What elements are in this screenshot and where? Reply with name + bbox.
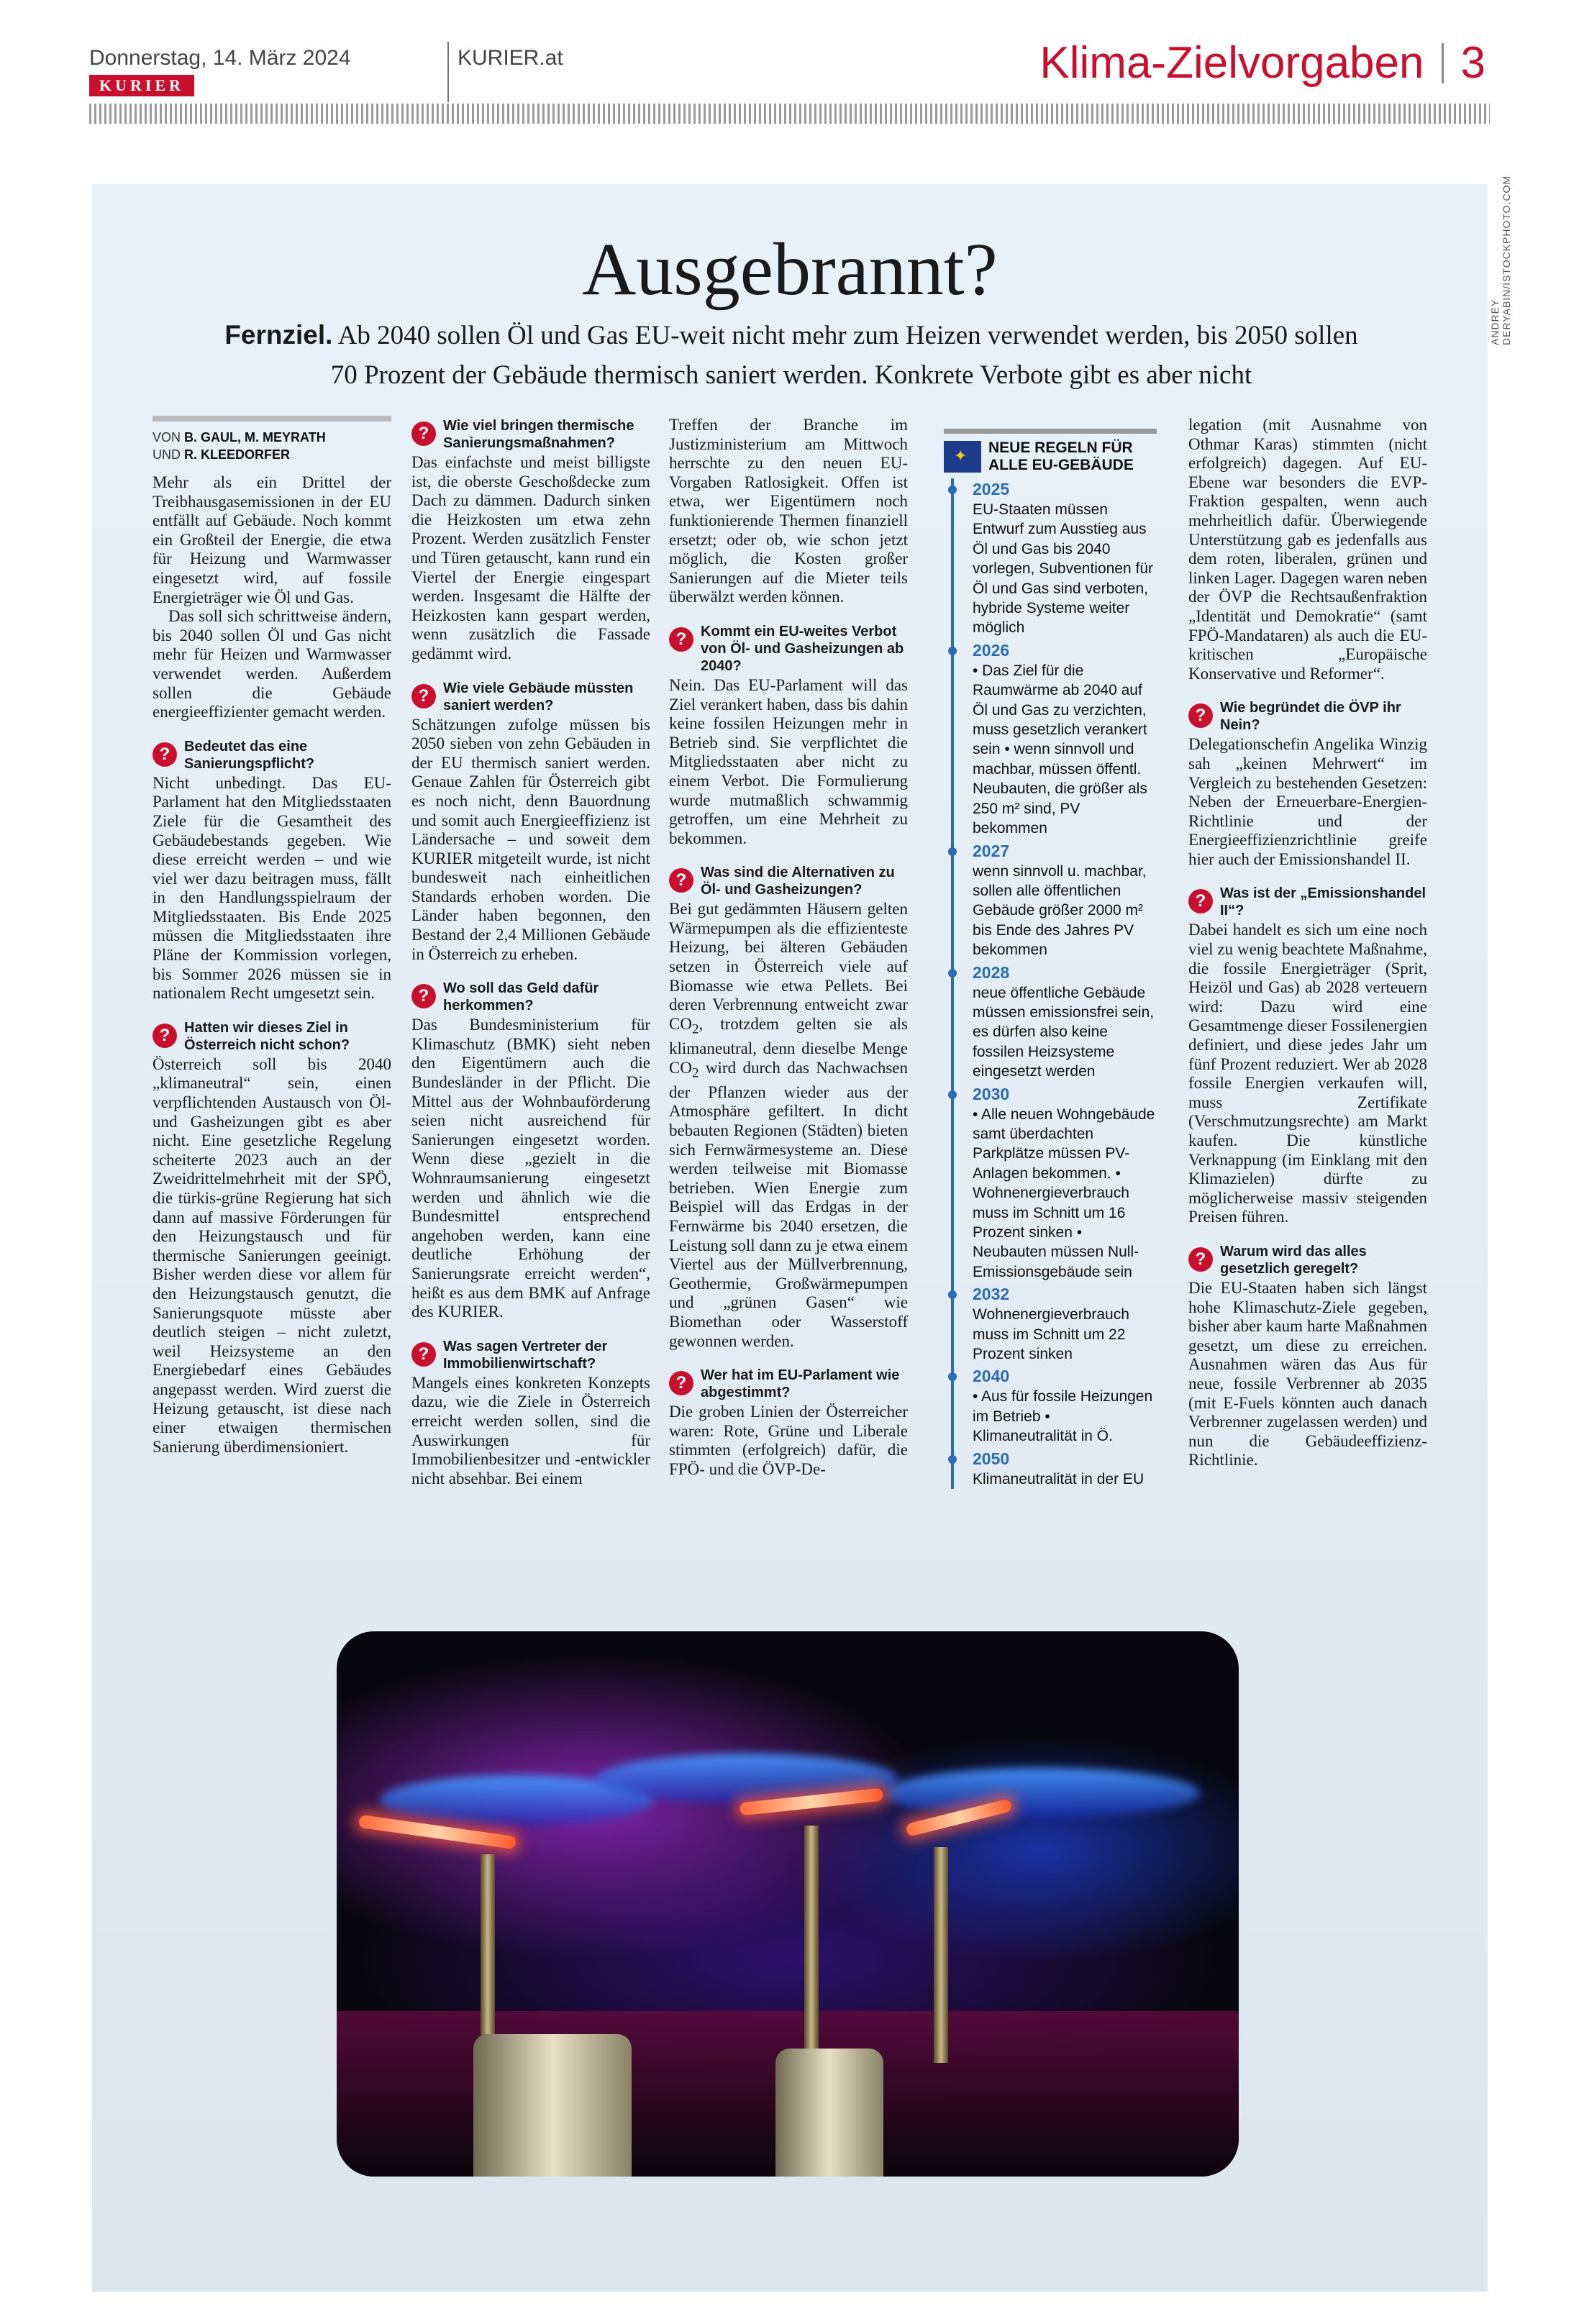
- question-icon: ?: [1188, 889, 1213, 913]
- question-heading: ? Wer hat im EU-Parlament wie abgestimmt?: [669, 1367, 908, 1401]
- byline-von: VON: [153, 430, 181, 445]
- eu-flag-icon: [944, 441, 981, 473]
- timeline-year: 2032: [973, 1283, 1157, 1305]
- question-heading: ? Wo soll das Geld dafür herkommen?: [411, 980, 650, 1014]
- answer-paragraph: Bei gut gedämmten Häusern gelten Wärmepumpen als die effizienteste Heizung, bei älteren Gebäuden setzen in Österreich viele auf Biomasse wie etwa Pellets. Bei deren Verbrennung entweicht zwar $CO_2$, trotzdem gelten sie als klimaneutral, denn dieselbe Menge $CO_2$ wird durch das Nachwachsen der Pflanzen wieder aus der Atmosphäre gefiltert. In dicht bebauten Regionen (Städten) bieten sich Fernwärmesysteme an. Diese werden teilweise mit Biomasse betrieben. Wien Energie zum Beispiel will das Erdgas in der Fernwärme bis 2040 ersetzen, die Leistung soll dann zu je etwa einem Viertel aus der Müllverbrennung, Geothermie, Großwärmepumpen und „grünen Gasen“ wie Biomethan oder Wasserstoff gewonnen werden.: [669, 900, 908, 1350]
- timeline-year: 2028: [973, 962, 1157, 983]
- page-number: 3: [1460, 38, 1485, 88]
- infobox-timeline: [951, 478, 1157, 1489]
- question-icon: ?: [1188, 1247, 1213, 1272]
- question-heading: ? Was sind die Alternativen zu Öl- und Gasheizungen?: [669, 864, 908, 898]
- question-icon: ?: [411, 684, 436, 708]
- timeline-text: EU-Staaten müssen Entwurf zum Ausstieg aus Öl und Gas bis 2040 vorlegen, Subventionen für Öl und Gas sind verboten, hybride Systeme weiter möglich: [973, 501, 1154, 637]
- masthead-stripe-rule: [89, 104, 1490, 124]
- question-icon: ?: [153, 1024, 177, 1048]
- timeline-year: 2027: [973, 840, 1157, 862]
- question-heading: ? Wie viele Gebäude müssten saniert werden?: [411, 680, 650, 714]
- column-2: [411, 416, 650, 1488]
- question-heading: ? Warum wird das alles gesetzlich geregelt?: [1188, 1243, 1427, 1277]
- question-heading: ? Bedeutet das eine Sanierungspflicht?: [153, 738, 391, 773]
- timeline-year: 2025: [973, 478, 1157, 500]
- answer-paragraph: Mangels eines konkreten Konzepts dazu, wie die Ziele in Österreich erreicht werden sollen, sind die Auswirkungen für Immobilienbesitzer und -entwickler nicht absehbar. Bei einem: [411, 1373, 650, 1487]
- headline: Ausgebrannt?: [582, 228, 998, 311]
- answer-paragraph: Nein. Das EU-Parlament will das Ziel verankert haben, dass bis dahin keine fossilen Heizungen mehr in Betrieb sind. Sie verpflichtet die Mitgliedsstaaten aber nicht zu einem Verbot. Die Formulierung wurde mutmaßlich schwammig getroffen, um eine Mehrheit zu bekommen.: [669, 675, 908, 847]
- question-icon: ?: [669, 1371, 693, 1395]
- byline-authors-2: R. KLEEDORFER: [184, 447, 291, 462]
- infobox-title: NEUE REGELN FÜR ALLE EU-GEBÄUDE: [988, 439, 1134, 473]
- paragraph: Mehr als ein Drittel der Treibhausgasemissionen in der EU entfällt auf Gebäude. Noch kommt ein Großteil der Energie, die etwa für Heizung und Warmwasser eingesetzt wird, auf fossile Energieträger wie Öl und Gas.: [153, 473, 391, 606]
- answer-paragraph: Die EU-Staaten haben sich längst hohe Klimaschutz-Ziele gegeben, bisher aber kaum harte Maßnahmen gesetzt, um diese zu erreichen. Ausnahmen wären das Aus für neue, fossile Verbrenner ab 2035 (mit E-Fuels könnten auch danach Verbrenner zugelassen werden) und nun die Gebäudeeffizienz-Richtlinie.: [1188, 1278, 1427, 1469]
- timeline-text: • Aus für fossile Heizungen im Betrieb • Klimaneutralität in Ö.: [973, 1388, 1153, 1445]
- answer-paragraph: Das einfachste und meist billigste ist, die oberste Geschoßdecke zum Dach zu dämmen. Dadurch sinken die Heizkosten um etwa zehn Prozent. Werden zusätzlich Fenster und Türen getauscht, kann rund ein Viertel der Energie eingespart werden. Insgesamt die Hälfte der Heizkosten kann gespart werden, wenn zusätzlich die Fassade gedämmt wird.: [411, 453, 650, 662]
- answer-paragraph: Nicht unbedingt. Das EU-Parlament hat den Mitgliedsstaaten Ziele für die Gesamtheit des Gebäudebestands gegeben. Wie diese erreicht werden – und wie viel wer dazu beitragen muss, fällt in den Handlungsspielraum der Mitgliedsstaaten. Bis Ende 2025 müssen die Mitgliedsstaaten ihre Pläne der Kommission vorlegen, bis Sommer 2026 müssen sie in nationalem Recht umgesetzt sein.: [153, 773, 391, 1003]
- lead-text: Ab 2040 sollen Öl und Gas EU-weit nicht mehr zum Heizen verwendet werden, bis 2050 sollen 70 Prozent der Gebäude thermisch saniert werden. Konkrete Verbote gibt es aber nicht: [330, 321, 1358, 390]
- byline-und: UND: [153, 447, 181, 462]
- question-icon: ?: [153, 742, 177, 767]
- gas-burner-photo: [337, 1631, 1239, 2177]
- timeline-text: Wohnenergieverbrauch muss im Schnitt um 22 Prozent sinken: [973, 1306, 1129, 1363]
- answer-paragraph: Das Bundesministerium für Klimaschutz (BMK) sieht neben den Eigentümern auch die Bundesländer in der Pflicht. Die Mittel aus der Wohnbauförderung seien nicht ausreichend für Sanierungen eingesetzt worden. Wenn diese „gezielt in die Wohnraumsanierung eingesetzt werden und ähnlich wie die Bundesmittel entsprechend angehoben werden, kann eine deutliche Erhöhung der Sanierungsrate erreicht werden“, heißt es aus dem BMK auf Anfrage des KURIER.: [411, 1016, 650, 1321]
- answer-paragraph: Delegationschefin Angelika Winzig sah „keinen Mehrwert“ im Vergleich zu bestehenden Gesetzen: Neben der Erneuerbare-Energien-Richtlinie und der Energieeffizienzrichtlinie greife hier auch der Emissionshandel II.: [1188, 735, 1427, 868]
- timeline-text: • Alle neuen Wohngebäude samt überdachten Parkplätze müssen PV-Anlagen bekommen. • Wohnenergieverbrauch muss im Schnitt um 16 Prozent sinken • Neubauten müssen Null-Emissionsgebäude sein: [973, 1106, 1155, 1280]
- timeline-text: neue öffentliche Gebäude müssen emissionsfrei sein, es dürfen also keine fossilen Heizsysteme eingesetzt werden: [973, 984, 1155, 1080]
- answer-paragraph: Dabei handelt es sich um eine noch viel zu wenig beachtete Maßnahme, die fossile Energieträger (Sprit, Heizöl und Gas) ab 2028 verteuern wird: Dazu wird eine Gesamtmenge dieser Fossilenergien definiert, und diese jedes Jahr um fünf Prozent reduziert. Wer ab 2028 fossile Energien verkaufen will, muss Zertifikate (Verschmutzungsrechte) am Markt kaufen. Die künstliche Verknappung (im Einklang mit den Klimazielen) dürfte zu möglicherweise massiv steigenden Preisen führen.: [1188, 921, 1427, 1226]
- kurier-logo[interactable]: KURIER: [89, 75, 194, 96]
- photo-credit: ANDREY DERYABIN/ISTOCKPHOTO.COM: [1489, 175, 1512, 345]
- column-1: [153, 416, 391, 1457]
- byline: [153, 416, 391, 463]
- lead-kicker: Fernziel.: [224, 320, 333, 350]
- question-heading: ? Was ist der „Emissionshandel II“?: [1188, 885, 1427, 919]
- question-heading: ? Wie viel bringen thermische Sanierungsmaßnahmen?: [411, 417, 650, 452]
- lead-paragraph: [216, 315, 1367, 395]
- answer-paragraph: Österreich soll bis 2040 „klimaneutral“ sein, einen verpflichtenden Austausch von Öl- und Gasheizungen gibt es aber nicht. Eine gesetzliche Regelung scheiterte 2023 auch an der Zweidrittelmehrheit mit der SPÖ, die türkis-grüne Regierung hat sich dann auf massive Förderungen für den Heizungstausch und für thermische Sanierungen geeinigt. Bisher werden diese vor allem für den Heizungstausch genutzt, die Sanierungsquote müsste aber deutlich steigen – nicht zuletzt, weil Heizsysteme an den Energiebedarf eines Gebäudes angepasst werden. Wird zuerst die Heizung getauscht, ist diese nach einer etwaigen thermischen Sanierung überdimensioniert.: [153, 1054, 391, 1456]
- question-icon: ?: [411, 984, 436, 1008]
- byline-authors-1: B. GAUL, M. MEYRATH: [184, 430, 326, 445]
- question-icon: ?: [1188, 703, 1213, 728]
- question-icon: ?: [669, 868, 693, 893]
- question-icon: ?: [411, 421, 436, 446]
- question-icon: ?: [669, 627, 693, 652]
- masthead-divider: [447, 42, 449, 102]
- answer-paragraph: Schätzungen zufolge müssen bis 2050 sieben von zehn Gebäuden in der EU thermisch saniert werden. Genaue Zahlen für Österreich gibt es noch nicht, denn Bauordnung und somit auch Energieeffizienz ist Ländersache – und soweit dem KURIER mitgeteilt wurde, ist nicht bundesweit nach einheitlichen Standards erhoben worden. Die Länder haben begonnen, den Bestand der 2,4 Millionen Gebäude in Österreich zu erheben.: [411, 715, 650, 963]
- answer-paragraph: Die groben Linien der Österreicher waren: Rote, Grüne und Liberale stimmten (erfolgreich) dafür, die FPÖ- und die ÖVP-De-: [669, 1403, 908, 1478]
- question-heading: ? Was sagen Vertreter der Immobilienwirtschaft?: [411, 1338, 650, 1372]
- section-divider: [1442, 43, 1444, 83]
- timeline-year: 2040: [973, 1365, 1157, 1387]
- infobox-eu-rules: [944, 429, 1157, 1489]
- question-heading: ? Hatten wir dieses Ziel in Österreich nicht schon?: [153, 1019, 391, 1054]
- question-icon: ?: [411, 1342, 436, 1367]
- section-header: [1039, 37, 1485, 88]
- question-heading: ? Kommt ein EU-weites Verbot von Öl- und Gasheizungen ab 2040?: [669, 623, 908, 675]
- issue-date: Donnerstag, 14. März 2024: [89, 46, 351, 70]
- column-5: [1188, 416, 1427, 1470]
- timeline-text: • Das Ziel für die Raumwärme ab 2040 auf Öl und Gas zu verzichten, muss gesetzlich verankert sein • wenn sinnvoll und machbar, müssen öffentl. Neubauten, die größer als 250 m² sind, PV bekommen: [973, 662, 1147, 837]
- column-3: [669, 416, 908, 1480]
- paragraph: legation (mit Ausnahme von Othmar Karas) stimmten (nicht erfolgreich) dagegen. Auf EU-Ebene war besonders die EVP-Fraktion gespalten, wenn auch mehrheitlich dafür. Überwiegende Unterstützung gab es jedenfalls aus dem roten, liberalen, grünen und linken Lager. Dagegen waren neben der ÖVP die Rechtsaußenfraktion „Identität und Demokratie“ (samt FPÖ-Mandataren) als auch die EU-kritischen „Europäische Konservative und Reformer“.: [1188, 416, 1427, 683]
- paragraph: Das soll sich schrittweise ändern, bis 2040 sollen Öl und Gas nicht mehr für Heizen und Warmwasser verwendet werden. Außerdem sollen die Gebäude energieeffizienter gemacht werden.: [153, 607, 391, 721]
- timeline-year: 2050: [973, 1448, 1157, 1469]
- infobox-header: [944, 429, 1157, 474]
- timeline-text: wenn sinnvoll u. machbar, sollen alle öffentlichen Gebäude größer 2000 m² bis Ende des Jahres PV bekommen: [973, 862, 1147, 959]
- timeline-year: 2026: [973, 639, 1157, 661]
- section-title: Klima-Zielvorgaben: [1039, 38, 1424, 88]
- timeline-text: Klimaneutralität in der EU: [973, 1470, 1145, 1487]
- question-heading: ? Wie begründet die ÖVP ihr Nein?: [1188, 699, 1427, 734]
- paragraph: Treffen der Branche im Justizministerium am Mittwoch herrschte zu den neuen EU-Vorgaben Ratlosigkeit. Offen ist etwa, wer Eigentümern noch funktionierende Thermen finanziell ersetzt; oder ob, wie schon jetzt möglich, die Kosten großer Sanierungen auf die Mieter teils überwälzt werden können.: [669, 416, 908, 606]
- site-link[interactable]: KURIER.at: [458, 46, 563, 70]
- timeline-year: 2030: [973, 1083, 1157, 1105]
